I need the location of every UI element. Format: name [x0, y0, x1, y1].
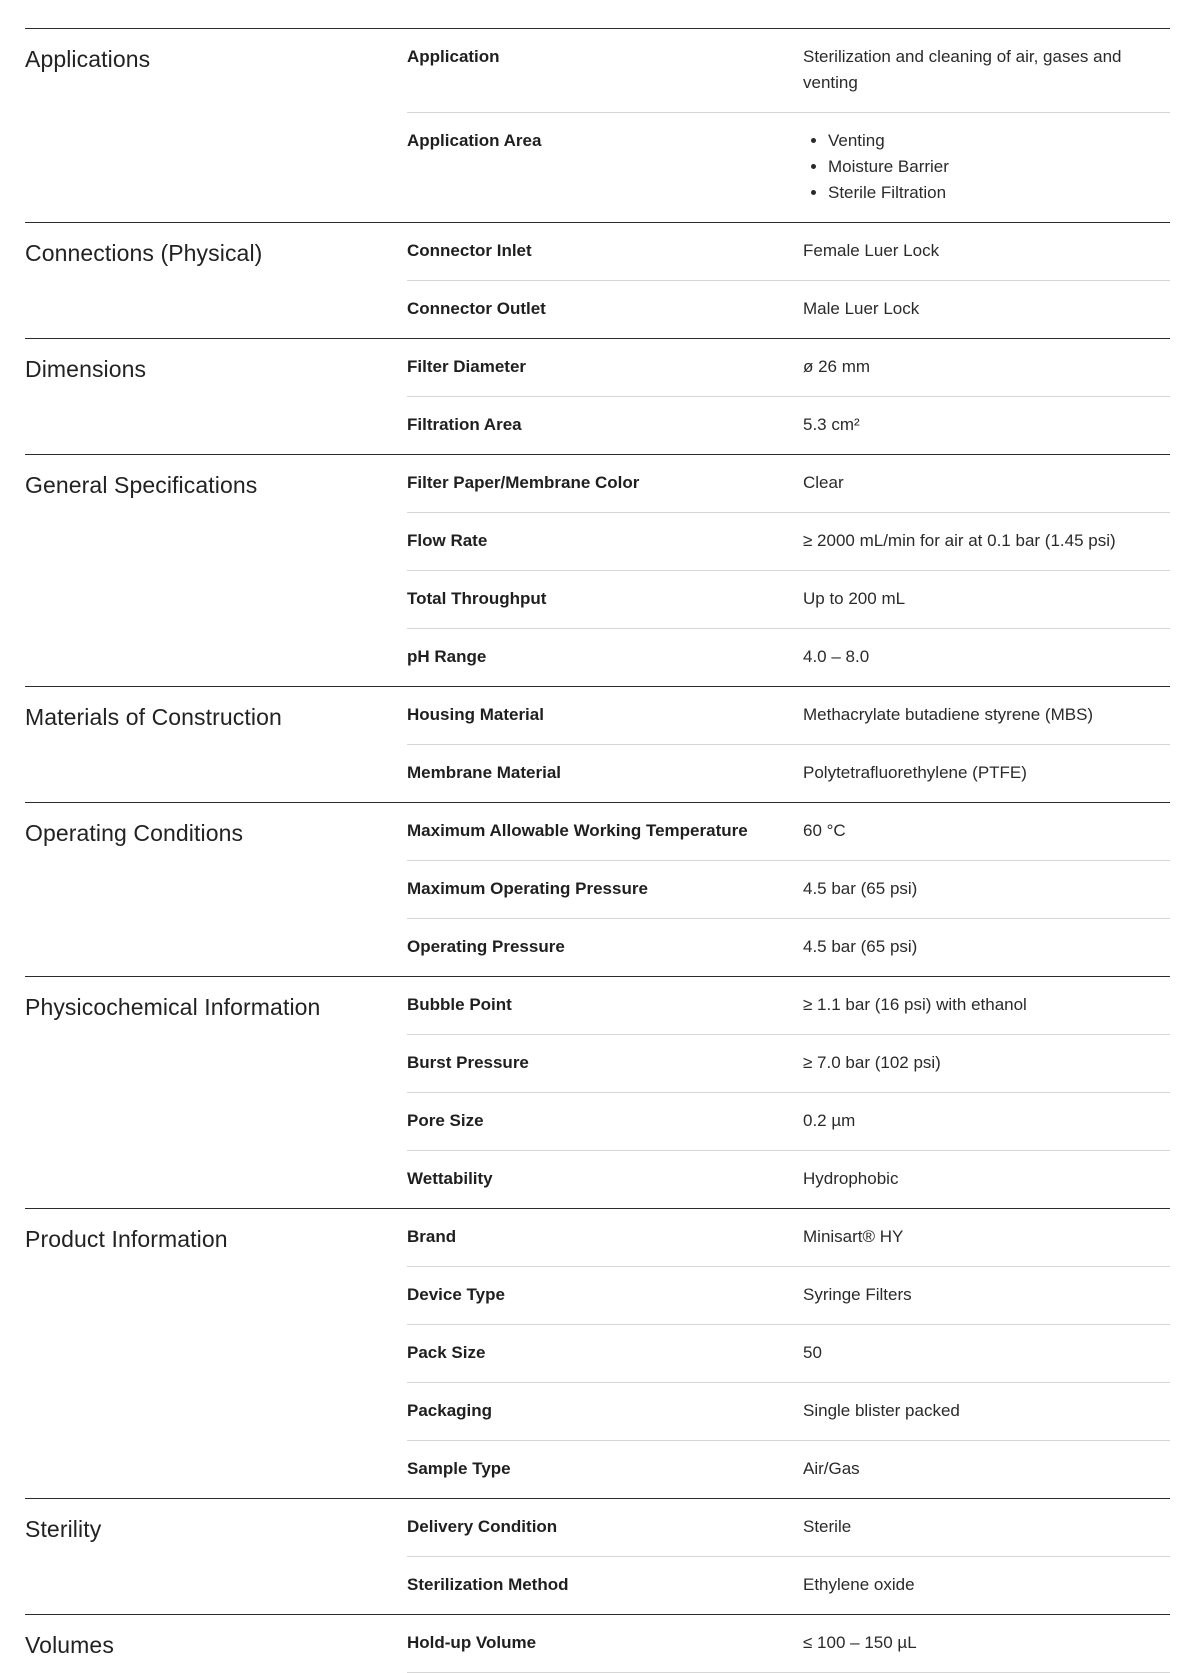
spec-label: Sterilization Method [407, 1575, 569, 1594]
list-item: • Venting [828, 128, 1150, 154]
spec-row [407, 1325, 1170, 1383]
spec-label: Filtration Area [407, 415, 522, 434]
spec-row [407, 29, 1170, 113]
spec-row [407, 1383, 1170, 1441]
spec-label: Burst Pressure [407, 1053, 529, 1072]
spec-value: ≤ 100 – 150 µL [803, 1633, 917, 1652]
spec-label: Packaging [407, 1401, 493, 1420]
spec-row [407, 339, 1170, 397]
spec-value: ≥ 7.0 bar (102 psi) [803, 1053, 941, 1072]
spec-value: ≥ 1.1 bar (16 psi) with ethanol [803, 995, 1027, 1014]
spec-rows [407, 1499, 1170, 1614]
spec-value: Hydrophobic [803, 1169, 899, 1188]
spec-label: Operating Pressure [407, 937, 565, 956]
section-title: Volumes [25, 1632, 114, 1658]
spec-section-sterility [25, 1498, 1170, 1614]
spec-value: 0.2 µm [803, 1111, 856, 1130]
spec-row [407, 977, 1170, 1035]
section-title: Connections (Physical) [25, 240, 263, 266]
section-title: Sterility [25, 1516, 102, 1542]
spec-label: Application Area [407, 131, 542, 150]
spec-value: Up to 200 mL [803, 589, 906, 608]
spec-rows [407, 339, 1170, 454]
spec-row [407, 919, 1170, 976]
spec-label: Application [407, 47, 500, 66]
spec-section-physicochemical-information [25, 976, 1170, 1208]
spec-label: Connector Inlet [407, 241, 532, 260]
spec-row [407, 513, 1170, 571]
spec-rows [407, 223, 1170, 338]
spec-rows [407, 803, 1170, 976]
spec-row [407, 1557, 1170, 1614]
spec-row [407, 687, 1170, 745]
spec-value: 5.3 cm² [803, 415, 860, 434]
spec-label: Housing Material [407, 705, 544, 724]
spec-label: Sample Type [407, 1459, 511, 1478]
spec-rows [407, 1615, 1170, 1673]
spec-label: Membrane Material [407, 763, 561, 782]
spec-label: Bubble Point [407, 995, 512, 1014]
spec-section-materials-of-construction [25, 686, 1170, 802]
spec-label: Brand [407, 1227, 457, 1246]
spec-value [803, 128, 1170, 206]
spec-row [407, 397, 1170, 454]
spec-row [407, 223, 1170, 281]
spec-row [407, 1615, 1170, 1673]
spec-value: 4.5 bar (65 psi) [803, 879, 918, 898]
spec-value: Sterile [803, 1517, 852, 1536]
spec-value: Single blister packed [803, 1401, 960, 1420]
spec-row [407, 1093, 1170, 1151]
section-title: General Specifications [25, 472, 258, 498]
section-title: Materials of Construction [25, 704, 282, 730]
spec-section-applications [25, 28, 1170, 222]
spec-label: Flow Rate [407, 531, 488, 550]
spec-label: Total Throughput [407, 589, 547, 608]
spec-row [407, 1151, 1170, 1208]
spec-label: Connector Outlet [407, 299, 546, 318]
spec-section-general-specifications [25, 454, 1170, 686]
list-item: • Sterile Filtration [828, 180, 1150, 206]
spec-value: Female Luer Lock [803, 241, 940, 260]
section-title: Physicochemical Information [25, 994, 321, 1020]
spec-rows [407, 455, 1170, 686]
spec-label: Pack Size [407, 1343, 486, 1362]
spec-label: Maximum Allowable Working Temperature [407, 821, 748, 840]
spec-section-operating-conditions [25, 802, 1170, 976]
spec-value: ø 26 mm [803, 357, 871, 376]
spec-value: Syringe Filters [803, 1285, 912, 1304]
spec-value: Methacrylate butadiene styrene (MBS) [803, 705, 1094, 724]
section-title: Operating Conditions [25, 820, 244, 846]
spec-rows [407, 29, 1170, 222]
spec-value: Sterilization and cleaning of air, gases and venting [803, 47, 1122, 92]
spec-row [407, 861, 1170, 919]
spec-row [407, 745, 1170, 802]
specifications-table [25, 28, 1170, 1673]
spec-label: Hold-up Volume [407, 1633, 537, 1652]
spec-label: Delivery Condition [407, 1517, 558, 1536]
spec-row [407, 455, 1170, 513]
spec-label: Pore Size [407, 1111, 484, 1130]
spec-row [407, 1441, 1170, 1498]
section-title: Applications [25, 46, 151, 72]
spec-value: 4.5 bar (65 psi) [803, 937, 918, 956]
spec-rows [407, 977, 1170, 1208]
spec-value: Male Luer Lock [803, 299, 920, 318]
spec-value: Polytetrafluorethylene (PTFE) [803, 763, 1027, 782]
spec-section-product-information [25, 1208, 1170, 1498]
spec-value: Clear [803, 473, 844, 492]
spec-value: ≥ 2000 mL/min for air at 0.1 bar (1.45 psi) [803, 531, 1116, 550]
spec-label: Filter Diameter [407, 357, 527, 376]
spec-label: Wettability [407, 1169, 493, 1188]
spec-row [407, 113, 1170, 222]
spec-rows [407, 687, 1170, 802]
spec-value: 50 [803, 1343, 822, 1362]
spec-section-dimensions [25, 338, 1170, 454]
spec-label: Maximum Operating Pressure [407, 879, 648, 898]
spec-rows [407, 1209, 1170, 1498]
spec-row [407, 1035, 1170, 1093]
spec-row [407, 629, 1170, 686]
spec-row [407, 1499, 1170, 1557]
spec-row [407, 1267, 1170, 1325]
spec-value: Minisart® HY [803, 1227, 904, 1246]
spec-value: Air/Gas [803, 1459, 860, 1478]
spec-value-list [803, 128, 1150, 206]
spec-row [407, 281, 1170, 338]
spec-value: 60 °C [803, 821, 846, 840]
spec-row [407, 571, 1170, 629]
section-title: Dimensions [25, 356, 147, 382]
spec-row [407, 1209, 1170, 1267]
spec-label: Filter Paper/Membrane Color [407, 473, 640, 492]
spec-value: Ethylene oxide [803, 1575, 915, 1594]
spec-value: 4.0 – 8.0 [803, 647, 870, 666]
spec-label: Device Type [407, 1285, 505, 1304]
spec-label: pH Range [407, 647, 487, 666]
list-item: • Moisture Barrier [828, 154, 1150, 180]
spec-section-connections-physical [25, 222, 1170, 338]
spec-row [407, 803, 1170, 861]
spec-section-volumes [25, 1614, 1170, 1673]
section-title: Product Information [25, 1226, 228, 1252]
